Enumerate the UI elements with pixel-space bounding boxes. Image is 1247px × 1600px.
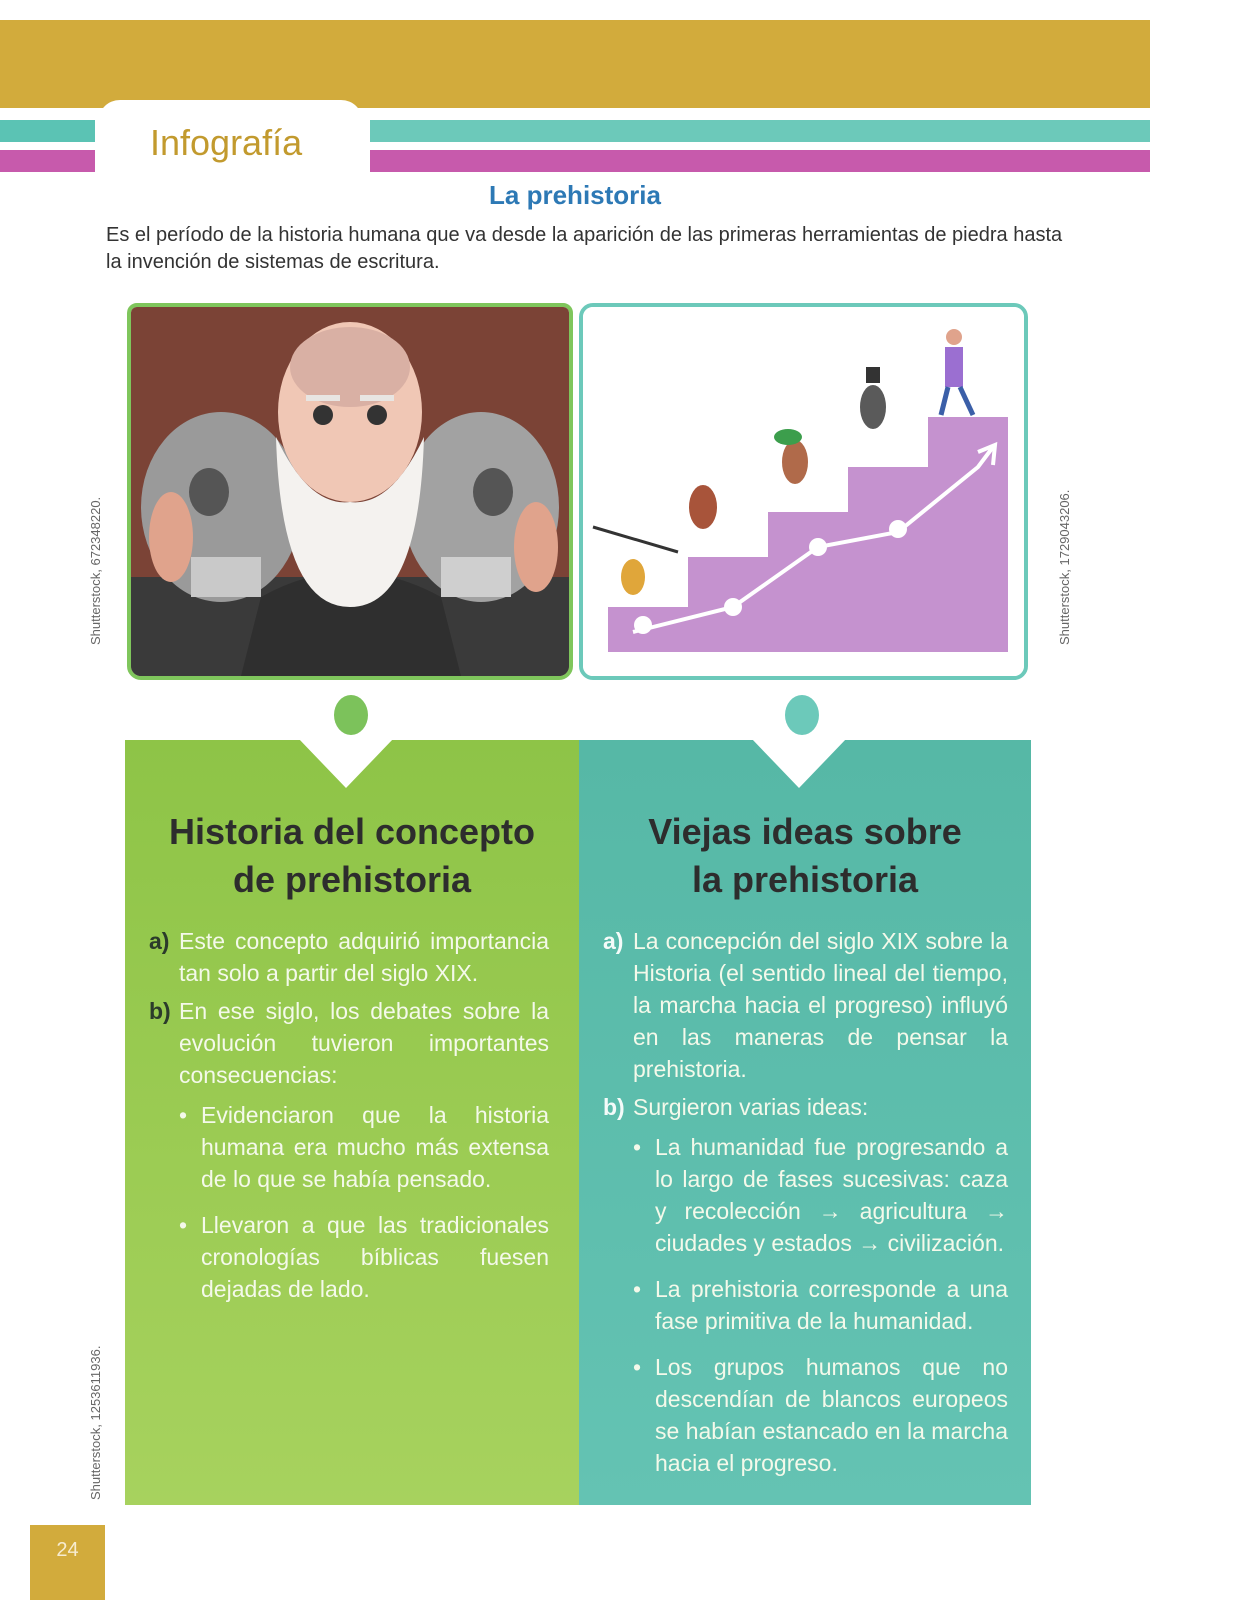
list-item (149, 925, 549, 989)
image-credit: Shutterstock, 672348220. (88, 496, 103, 645)
list-item (603, 925, 1008, 1085)
list-marker: b) (603, 1094, 625, 1120)
section-title: Infografía (150, 122, 303, 163)
panel-title-line: Historia del concepto (168, 811, 536, 852)
bullet-marker: • (633, 1276, 642, 1302)
decorative-stripe (370, 150, 1150, 172)
decorative-stripe (0, 150, 95, 172)
list-marker: b) (149, 998, 171, 1024)
panel-title-line: Viejas ideas sobre (648, 811, 962, 852)
panel-notch (298, 740, 394, 788)
bullet-item (149, 1209, 549, 1305)
list-item-text: En ese siglo, los debates sobre la evolución tuvieron importantes consecuencias: (179, 998, 549, 1088)
top-header-band (0, 20, 1150, 108)
list-marker: a) (149, 928, 170, 954)
bullet-item (149, 1099, 549, 1195)
list-item-text: Surgieron varias ideas: (633, 1094, 869, 1120)
intro-paragraph: Es el período de la historia humana que va desde la aparición de las primeras herramientas de piedra hasta la invención de sistemas de escritura. (106, 224, 1063, 273)
image-credit: Shutterstock, 1729043206. (1057, 489, 1072, 645)
connector-dot (334, 695, 368, 735)
bullet-text: Los grupos humanos que no descendían de blancos europeos se habían estancado en la marcha hacia el progreso. (655, 1354, 1008, 1476)
list-item-text: La concepción del siglo XIX sobre la Historia (el sentido lineal del tiempo, la marcha hacia el progreso) influyó en las maneras de pensar la prehistoria. (633, 928, 1008, 1082)
bullet-text: Llevaron a que las tradicionales cronologías bíblicas fuesen dejadas de lado. (201, 1212, 549, 1302)
list-item (603, 1091, 1008, 1123)
panel-list (149, 925, 549, 1319)
panel-list (603, 925, 1008, 1493)
decorative-stripe (370, 120, 1150, 142)
panel-title (579, 808, 1031, 904)
bullet-marker: • (633, 1134, 642, 1160)
panel-title (125, 808, 579, 904)
bullet-item (603, 1131, 1008, 1259)
bullet-marker: • (179, 1212, 188, 1238)
panel-notch (751, 740, 847, 788)
bullet-marker: • (633, 1354, 642, 1380)
bullet-text: Evidenciaron que la historia humana era mucho más extensa de lo que se había pensado. (201, 1102, 549, 1192)
illustration-old-man-skulls (127, 303, 573, 680)
list-item-text: Este concepto adquirió importancia tan solo a partir del siglo XIX. (179, 928, 549, 986)
bullet-item (603, 1273, 1008, 1337)
panel-title-line: de prehistoria (232, 859, 472, 900)
list-item (149, 995, 549, 1091)
panel-title-line: la prehistoria (691, 859, 919, 900)
page-title: La prehistoria (489, 180, 661, 210)
image-credit: Shutterstock, 1253611936. (88, 1345, 103, 1500)
list-marker: a) (603, 928, 624, 954)
connector-dot (785, 695, 819, 735)
panel-history-concept (125, 740, 579, 1505)
bullet-text: La humanidad fue progresando a lo largo de fases sucesivas: caza y recolección → agricultura → ciudades y estados → civilización. (655, 1134, 1008, 1256)
bullet-text: La prehistoria corresponde a una fase primitiva de la humanidad. (655, 1276, 1008, 1334)
bullet-marker: • (179, 1102, 188, 1128)
bullet-item (603, 1351, 1008, 1479)
decorative-stripe (0, 120, 95, 142)
page-number: 24 (30, 1525, 105, 1600)
illustration-progress-stairs (579, 303, 1028, 680)
panel-old-ideas (579, 740, 1031, 1505)
